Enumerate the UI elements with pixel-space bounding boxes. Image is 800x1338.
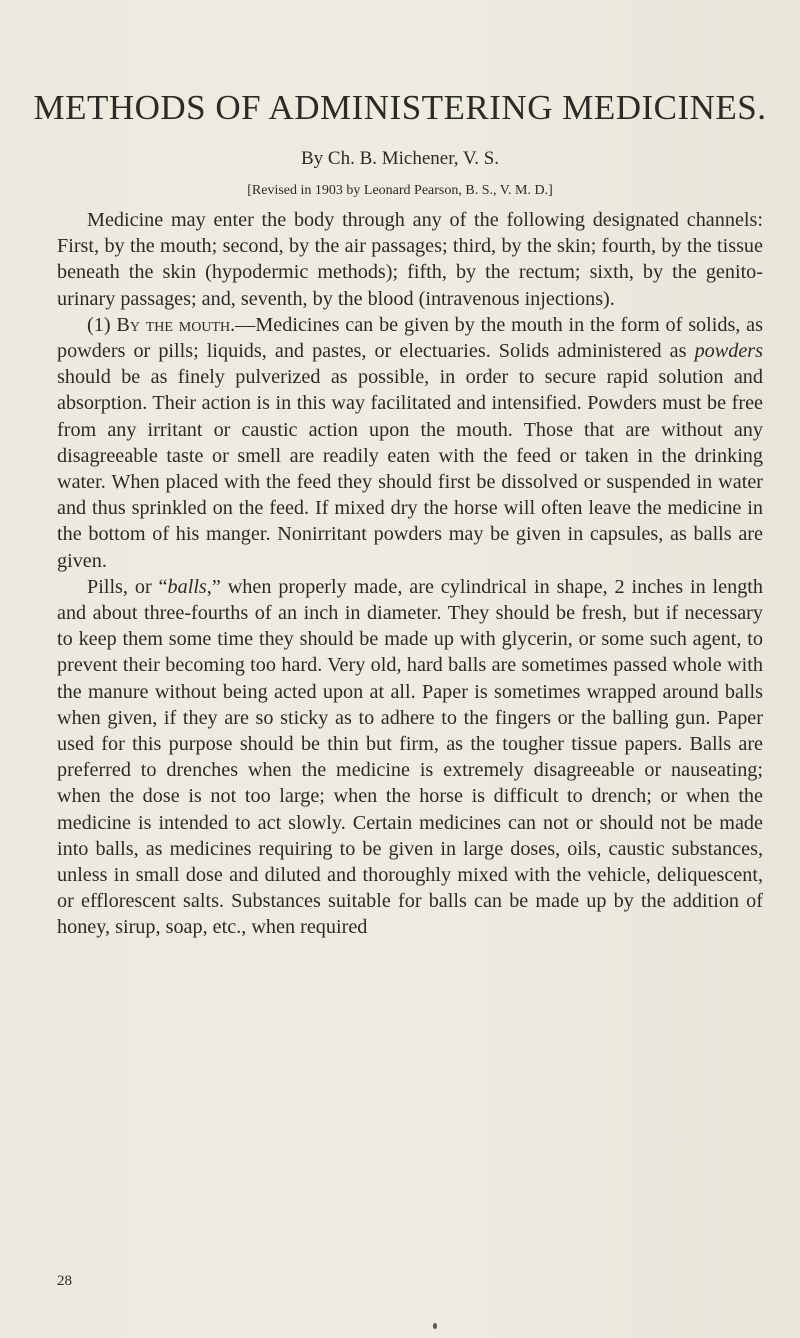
paragraph-pills bbox=[57, 574, 763, 941]
author-byline: By Ch. B. Michener, V. S. bbox=[300, 148, 500, 169]
section-heading-mouth: (1) By the mouth. bbox=[87, 313, 236, 336]
pills-text-part-b: ,” when properly made, are cylindrical in shape, 2 inches in length and about three-fourths of an inch in diameter. They should be fresh, but if necessary to keep them some time they should be made up with glycerin, or some such agent, to prevent their becoming too hard. Very old, hard balls are sometimes passed whole with the manure without being acted upon at all. Paper is sometimes wrapped around balls when given, if they are so sticky as to adhere to the fingers or the balling gun. Paper used for this purpose should be thin but firm, as the tougher tissue papers. Balls are preferred to drenches when the medicine is extremely disagreeable or nauseating; when the dose is not too large; when the horse is difficult to drench; or when the medicine is intended to act slowly. Certain medicines can not or should not be made into balls, as medicines requiring to be given in large doses, oils, caustic substances, unless in small dose and diluted and thoroughly mixed with the vehicle, deliquescent, or efflorescent salts. Substances suitable for balls can be made up by the addition of honey, sirup, soap, etc., when required bbox=[57, 575, 764, 939]
mouth-text-part-b: should be as finely pulverized as possible, in order to secure rapid solution and absorption. Their action is in this way facilitated and intensified. Powders must be free from any irritant or caustic action upon the mouth. Those that are without any disagreeable taste or smell are readily eaten with the feed or taken in the drinking water. When placed with the feed they should first be dissolved or suspended in water and thus sprinkled on the feed. If mixed dry the horse will often leave the medicine in the bottom of his manger. Nonirritant powders may be given in capsules, as balls are given. bbox=[57, 366, 763, 572]
emphasis-powders: powders bbox=[694, 340, 763, 363]
ink-speck bbox=[433, 1323, 437, 1329]
paragraph-mouth bbox=[57, 312, 763, 574]
body-text bbox=[57, 207, 763, 941]
page-number: 28 bbox=[57, 1273, 72, 1289]
revision-note: [Revised in 1903 by Leonard Pearson, B. S., V. M. D.] bbox=[247, 183, 553, 198]
paragraph-intro: Medicine may enter the body through any of the following designated channels: First, by the mouth; second, by the air passages; third, by the skin; fourth, by the tissue beneath the skin (hypodermic methods); fifth, by the rectum; sixth, by the genito-urinary passages; and, seventh, by the blood (intravenous injections). bbox=[57, 209, 763, 310]
mouth-text-part-a: —Medicines can be given by the mouth in the form of solids, as powders or pills; liquids, and pastes, or electuaries. Solids administered as bbox=[57, 313, 763, 363]
emphasis-balls: balls bbox=[167, 575, 207, 598]
page-title: METHODS OF ADMINISTERING MEDICINES. bbox=[33, 88, 767, 127]
pills-text-part-a: Pills, or “ bbox=[87, 575, 168, 598]
